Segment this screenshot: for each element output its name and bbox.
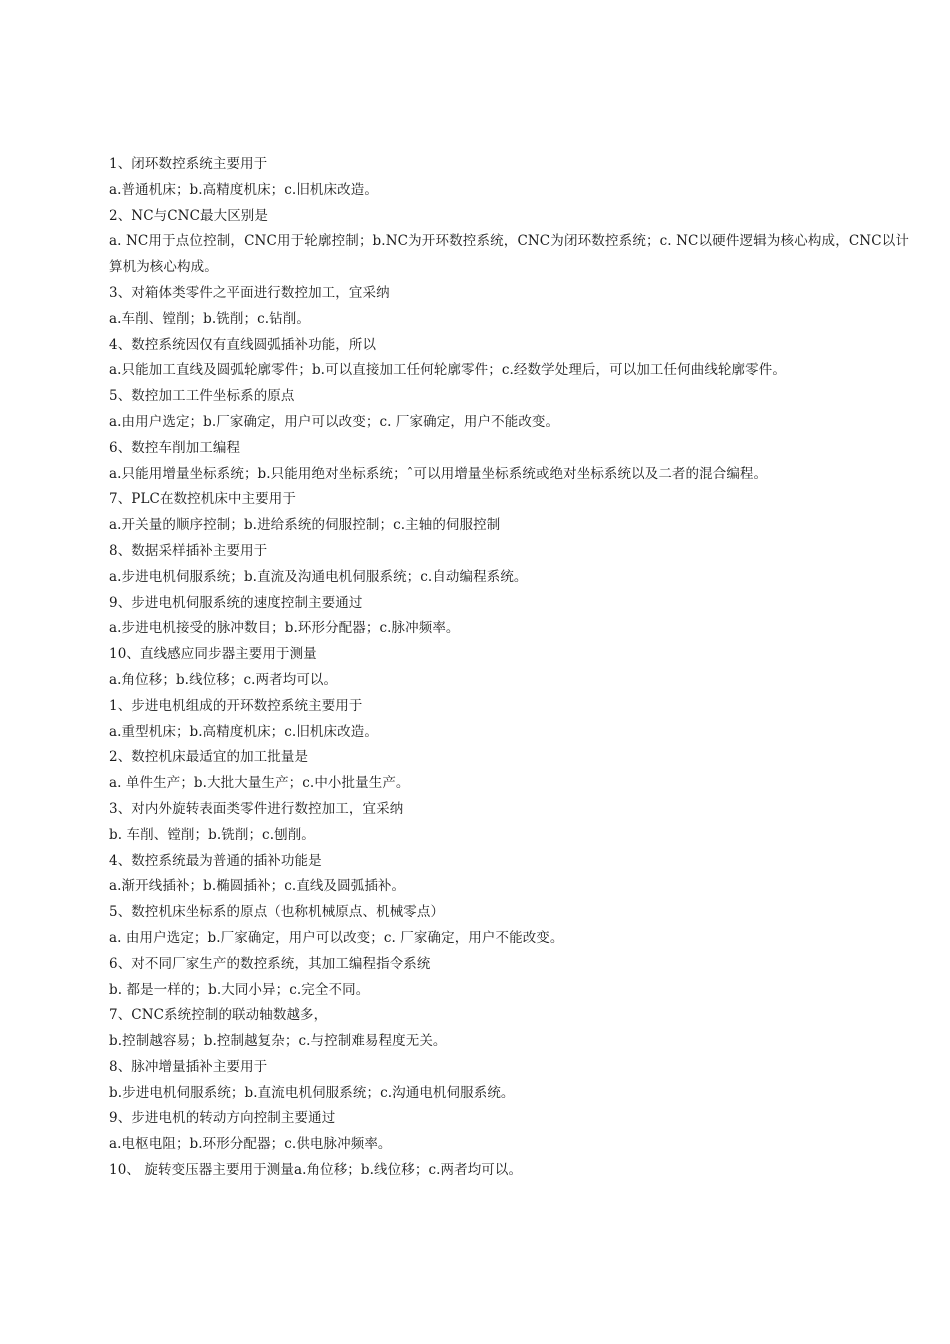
question-7: 7、PLC在数控机床中主要用于	[109, 491, 296, 508]
options-8: a.步进电机伺服系统；b.直流及沟通电机伺服系统；c.自动编程系统。	[109, 568, 528, 585]
question-b9: 9、步进电机的转动方向控制主要通过	[109, 1110, 336, 1127]
question-6: 6、数控车削加工编程	[109, 439, 241, 456]
question-3: 3、对箱体类零件之平面进行数控加工，宜采纳	[109, 284, 390, 301]
question-b10: 10、 旋转变压器主要用于测量a.角位移；b.线位移；c.两者均可以。	[109, 1162, 523, 1179]
options-1: a.普通机床；b.高精度机床；c.旧机床改造。	[109, 181, 378, 198]
options-6: a.只能用增量坐标系统；b.只能用绝对坐标系统；ˆ可以用增量坐标系统或绝对坐标系统以及二者的混合编程。	[109, 465, 768, 482]
question-b7: 7、CNC系统控制的联动轴数越多，	[109, 1007, 328, 1024]
question-9: 9、步进电机伺服系统的速度控制主要通过	[109, 594, 363, 611]
question-10: 10、直线感应同步器主要用于测量	[109, 646, 317, 663]
options-b2: a. 单件生产；b.大批大量生产；c.中小批量生产。	[109, 775, 410, 792]
options-b1: a.重型机床；b.高精度机床；c.旧机床改造。	[109, 723, 378, 740]
document-body	[109, 152, 909, 1184]
question-b8: 8、脉冲增量插补主要用于	[109, 1058, 268, 1075]
options-b6: b. 都是一样的；b.大同小异；c.完全不同。	[109, 981, 370, 998]
options-b5: a. 由用户选定；b.厂家确定，用户可以改变；c. 厂家确定，用户不能改变。	[109, 929, 564, 946]
question-b1: 1、步进电机组成的开环数控系统主要用于	[109, 697, 363, 714]
question-b5: 5、数控机床坐标系的原点（也称机械原点、机械零点）	[109, 904, 445, 921]
question-b6: 6、对不同厂家生产的数控系统，其加工编程指令系统	[109, 955, 431, 972]
question-b3: 3、对内外旋转表面类零件进行数控加工，宜采纳	[109, 800, 404, 817]
options-3: a.车削、镗削；b.铣削；c.钻削。	[109, 310, 310, 327]
question-4: 4、数控系统因仅有直线圆弧插补功能，所以	[109, 336, 377, 353]
options-9: a.步进电机接受的脉冲数目；b.环形分配器；c.脉冲频率。	[109, 620, 460, 637]
options-b7: b.控制越容易；b.控制越复杂；c.与控制难易程度无关。	[109, 1033, 447, 1050]
question-5: 5、数控加工工件坐标系的原点	[109, 388, 295, 405]
options-b4: a.渐开线插补；b.椭圆插补；c.直线及圆弧插补。	[109, 878, 406, 895]
question-b4: 4、数控系统最为普通的插补功能是	[109, 852, 322, 869]
question-1: 1、闭环数控系统主要用于	[109, 156, 268, 172]
options-4: a.只能加工直线及圆弧轮廓零件；b.可以直接加工任何轮廓零件；c.经数学处理后，可以加工任何曲线轮廓零件。	[109, 362, 786, 379]
options-b3: b. 车削、镗削；b.铣削；c.刨削。	[109, 826, 315, 843]
options-2: a. NC用于点位控制，CNC用于轮廓控制；b.NC为开环数控系统，CNC为闭环数控系统；c. NC以硬件逻辑为核心构成，CNC以计算机为核心构成。	[109, 233, 909, 276]
question-2: 2、NC与CNC最大区别是	[109, 207, 269, 224]
question-b2: 2、数控机床最适宜的加工批量是	[109, 749, 309, 766]
options-10: a.角位移；b.线位移；c.两者均可以。	[109, 671, 338, 688]
question-8: 8、数据采样插补主要用于	[109, 542, 268, 559]
options-5: a.由用户选定；b.厂家确定，用户可以改变；c. 厂家确定，用户不能改变。	[109, 413, 560, 430]
options-b8: b.步进电机伺服系统；b.直流电机伺服系统；c.沟通电机伺服系统。	[109, 1084, 515, 1101]
options-7: a.开关量的顺序控制；b.进给系统的伺服控制；c.主轴的伺服控制	[109, 517, 501, 534]
options-b9: a.电枢电阻；b.环形分配器；c.供电脉冲频率。	[109, 1136, 392, 1153]
